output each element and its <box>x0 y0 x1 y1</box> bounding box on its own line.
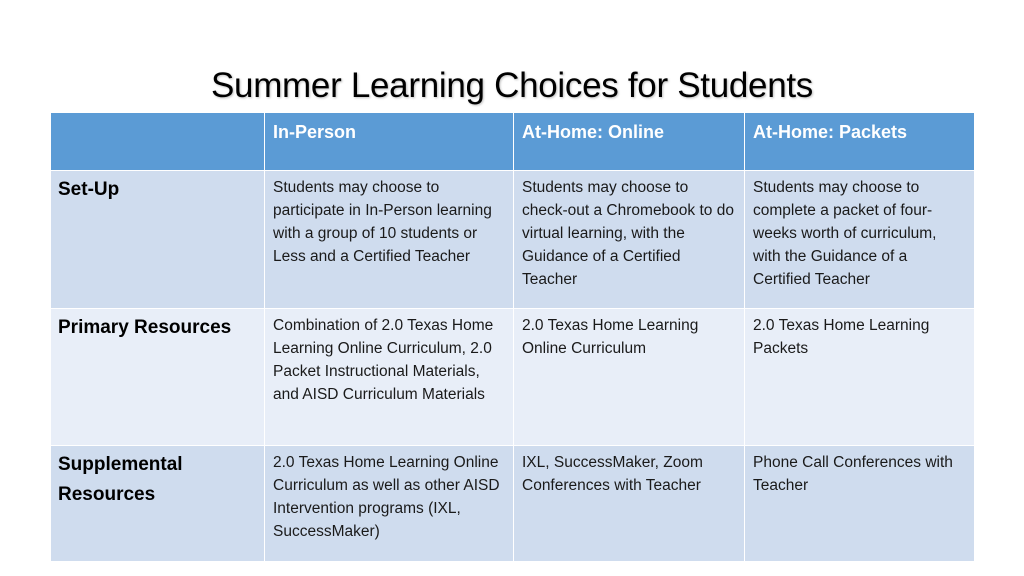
table-row-primary-resources <box>51 309 975 446</box>
row-label-setup: Set-Up <box>51 171 265 309</box>
table-row-setup <box>51 171 975 309</box>
header-at-home-online: At-Home: Online <box>514 113 745 171</box>
table-row-supplemental-resources <box>51 446 975 562</box>
header-corner-cell <box>51 113 265 171</box>
cell-primary-packets: 2.0 Texas Home Learning Packets <box>745 309 975 446</box>
cell-setup-online: Students may choose to check-out a Chromebook to do virtual learning, with the Guidance of a Certified Teacher <box>514 171 745 309</box>
row-label-primary-resources: Primary Resources <box>51 309 265 446</box>
learning-choices-table <box>50 112 975 562</box>
cell-supplemental-packets: Phone Call Conferences with Teacher <box>745 446 975 562</box>
row-label-supplemental-resources: Supplemental Resources <box>51 446 265 562</box>
header-at-home-packets: At-Home: Packets <box>745 113 975 171</box>
cell-primary-in-person: Combination of 2.0 Texas Home Learning Online Curriculum, 2.0 Packet Instructional Materials, and AISD Curriculum Materials <box>265 309 514 446</box>
cell-setup-in-person: Students may choose to participate in In-Person learning with a group of 10 students or Less and a Certified Teacher <box>265 171 514 309</box>
table-header-row <box>51 113 975 171</box>
cell-supplemental-in-person: 2.0 Texas Home Learning Online Curriculum as well as other AISD Intervention programs (IXL, SuccessMaker) <box>265 446 514 562</box>
slide-title: Summer Learning Choices for Students <box>210 66 813 105</box>
cell-supplemental-online: IXL, SuccessMaker, Zoom Conferences with Teacher <box>514 446 745 562</box>
header-in-person: In-Person <box>265 113 514 171</box>
cell-setup-packets: Students may choose to complete a packet of four-weeks worth of curriculum, with the Guidance of a Certified Teacher <box>745 171 975 309</box>
cell-primary-online: 2.0 Texas Home Learning Online Curriculum <box>514 309 745 446</box>
